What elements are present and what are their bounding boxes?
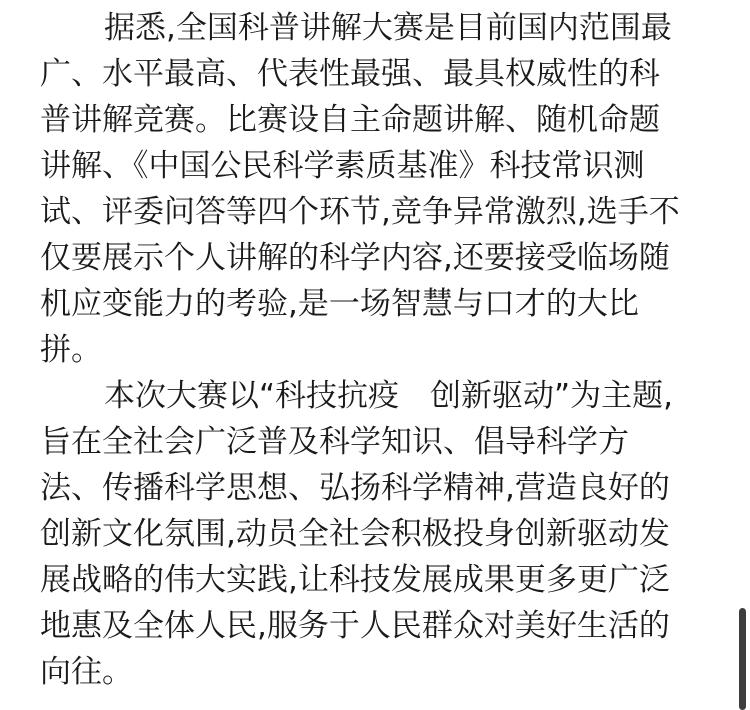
text-line: 展战略的伟大实践,让科技发展成果更多更广泛 [40, 562, 670, 598]
text-line: 创新文化氛围,动员全社会积极投身创新驱动发 [40, 516, 670, 552]
text-line: 旨在全社会广泛普及科学知识、倡导科学方 [40, 424, 629, 460]
text-line: 机应变能力的考验,是一场智慧与口才的大比 [40, 286, 639, 322]
text-line: 本次大赛以“科技抗疫 创新驱动”为主题, [104, 378, 673, 414]
text-line: 普讲解竞赛。比赛设自主命题讲解、随机命题 [40, 102, 660, 138]
text-line: 地惠及全体人民,服务于人民群众对美好生活的 [40, 608, 670, 644]
text-line: 拼。 [40, 332, 102, 368]
text-line: 法、传播科学思想、弘扬科学精神,营造良好的 [40, 470, 670, 506]
text-line: 试、评委问答等四个环节,竞争异常激烈,选手不 [40, 194, 680, 230]
text-line: 广、水平最高、代表性最强、最具权威性的科 [40, 56, 660, 92]
text-line: 向往。 [40, 654, 133, 690]
text-line: 据悉,全国科普讲解大赛是目前国内范围最 [104, 10, 672, 46]
text-line: 仅要展示个人讲解的科学内容,还要接受临场随 [40, 240, 670, 276]
text-line: 讲解、《中国公民科学素质基准》科技常识测 [40, 148, 645, 184]
vertical-scrollbar[interactable] [739, 608, 746, 710]
